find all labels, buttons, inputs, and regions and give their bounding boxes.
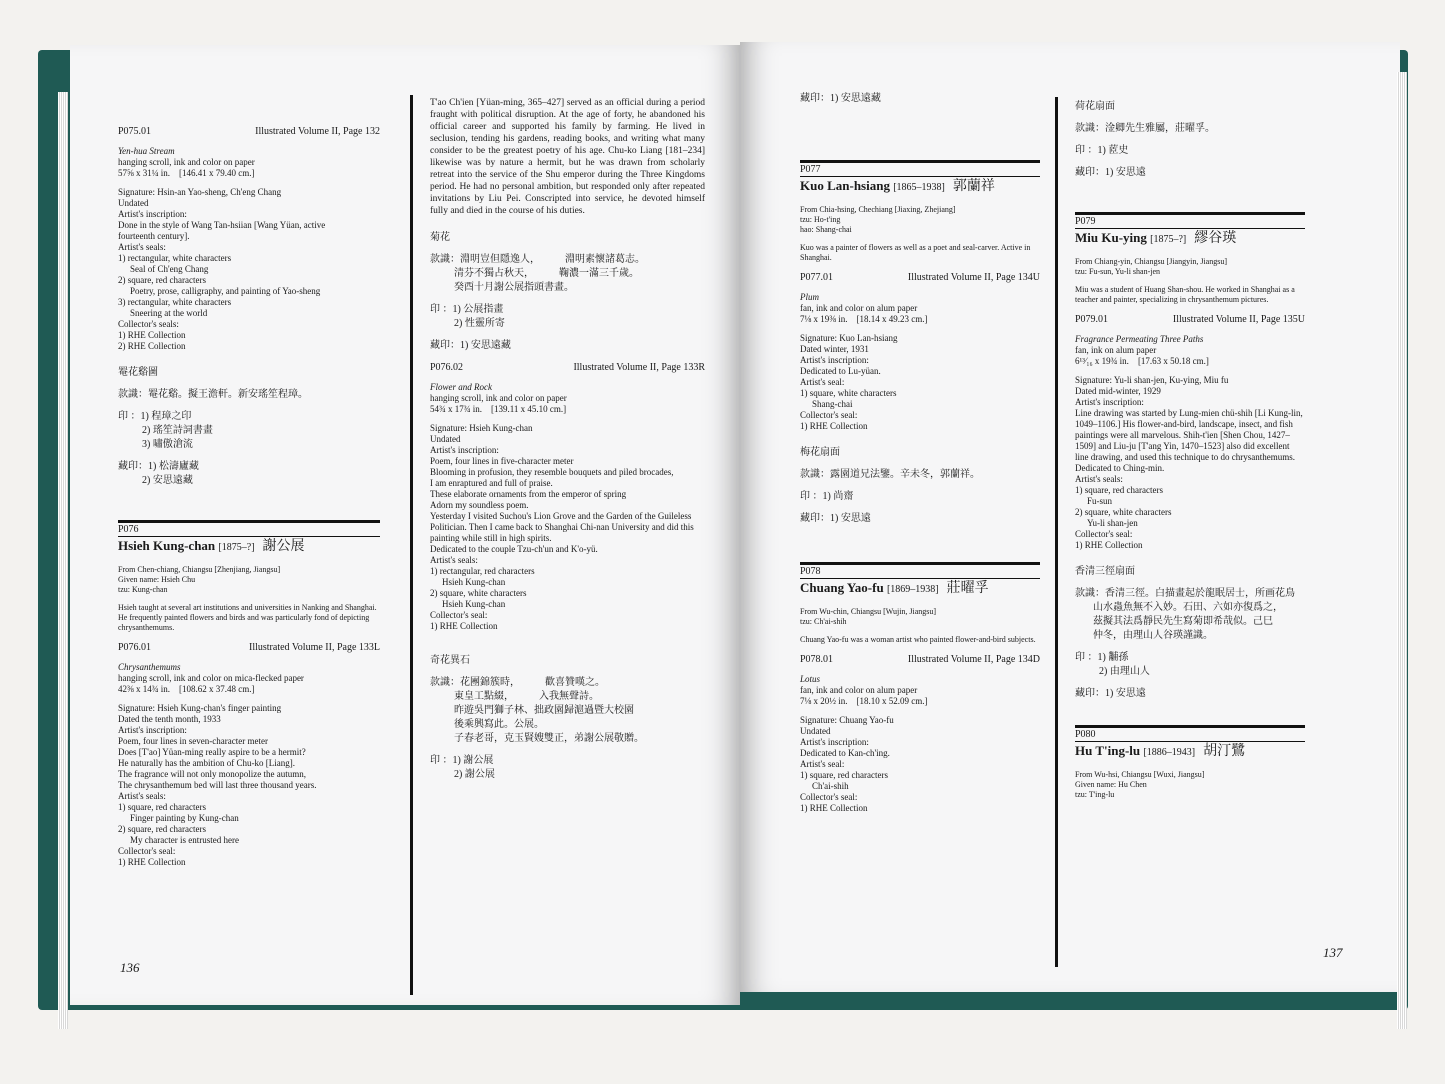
work-title: Lotus [800,674,821,684]
seal-item: 1) square, red characters [1075,485,1163,495]
collector-item: 1) RHE Collection [800,803,868,813]
inscription-label: Artist's inscription: [430,445,499,455]
work-title: Fragrance Permeating Three Paths [1075,334,1204,344]
chinese-seal: 2) 謝公展 [454,769,495,780]
work-dimensions: 6¹³⁄₁₆ x 19¾ in. [17.63 x 50.18 cm.] [1075,356,1209,366]
seals-label: Artist's seals: [1075,474,1123,484]
seal-text: Seal of Ch'eng Chang [130,264,209,274]
work-dimensions: 7⅛ x 20½ in. [18.10 x 52.09 cm.] [800,696,928,706]
page-number: 137 [1323,945,1343,960]
chinese-inscription: 款識：罨花谿。擬王澹軒。新安瑤笙程璋。 [118,389,308,400]
chinese-title: 罨花谿圖 [118,367,158,378]
chinese-title: 荷花扇面 [1075,101,1115,112]
collector-label: Collector's seal: [1075,529,1133,539]
chinese-inscription: 山水蟲魚無不入妙。石田、六如亦復爲之， [1093,602,1283,613]
page-number: 136 [120,960,140,975]
signature: Signature: Kuo Lan-hsiang [800,333,898,343]
chinese-inscription: 清芬不獨占秋天， 鞠濃一滿三千歲。 [454,268,639,279]
work-title: Plum [800,292,819,302]
chinese-seal: 2) 性靈所寄 [454,318,505,329]
artist-tzu: tzu: Ho-t'ing [800,215,841,224]
intro-paragraph: T'ao Ch'ien [Yüan-ming, 365–427] served as an official during a period fraught with political disruption. At the age of forty, he abandoned his official career and supported his family by farming. He lived in seclusion, tending his gardens, reading books, and writing what many consider to be the greatest poetry of his age. Chu-ko Liang [181–234] likewise was by nature a hermit, but he was drawn from scholarly retreat into the service of the Shu emperor during the Three Kingdoms period. He had no personal ambition, but responded only after repeated invitations by Liu Pei. Conscripted into service, he devoted himself fully and died in the course of his duties. [430,98,705,216]
collector-item: 2) RHE Collection [118,341,186,351]
chinese-inscription: 昨遊吳門獅子林、拙政園歸滬過暨大校園 [454,705,634,716]
seal-item: 3) rectangular, white characters [118,297,232,307]
inscription-text: The fragrance will not only monopolize the autumn, [118,769,306,779]
seal-item: 1) rectangular, white characters [118,253,232,263]
collector-item: 1) RHE Collection [118,330,186,340]
date: Undated [800,726,831,736]
chinese-collector-seal: 2) 安思遠藏 [142,475,193,486]
artist-tzu: tzu: Fu-sun, Yu-li shan-jen [1075,267,1161,276]
seal-item: 1) square, red characters [118,802,206,812]
work-medium: hanging scroll, ink and color on mica-flecked paper [118,673,304,683]
artist-header [800,562,1040,599]
artist-bio: Miu was a student of Huang Shan-shou. He worked in Shanghai as a teacher and painter, specializing in chrysanthemum pictures. [1075,285,1295,304]
signature: Signature: Yu-li shan-jen, Ku-ying, Miu fu [1075,375,1229,385]
seal-text: Hsieh Kung-chan [442,577,506,587]
illustrated-ref: Illustrated Volume II, Page 133R [573,362,705,373]
chinese-seal: 印 ：1) 黼孫 [1075,652,1129,663]
artist-header [1075,212,1305,249]
collector-label: Collector's seal: [800,792,858,802]
page-edges-left [58,92,68,1029]
catalog-number: P078.01 [800,654,834,665]
chinese-collector-seal: 藏印：1) 安思遠藏 [430,340,511,351]
artist-bio: Hsieh taught at several art institutions and universities in Nanking and Shanghai. He frequently painted flowers and birds and was particularly fond of depicting chrysanthemums. [118,603,377,632]
seal-text: Ch'ai-shih [812,781,849,791]
inscription-label: Artist's inscription: [1075,397,1144,407]
artist-tzu: tzu: Kung-chan [118,585,168,594]
collector-label: Collector's seal: [430,610,488,620]
chinese-inscription: 仲冬，由理山人谷瑛謹識。 [1093,630,1213,641]
catalog-header [1075,313,1305,326]
artist-given-name: Given name: Hu Chen [1075,780,1147,789]
chinese-inscription: 款識：淦卿先生雅屬，莊曜孚。 [1075,123,1215,134]
inscription-text: fourteenth century]. [118,231,190,241]
inscription-label: Artist's inscription: [800,355,869,365]
chinese-inscription: 款識：露園道兄法鑒。辛未冬，郭蘭祥。 [800,469,980,480]
artist-name: Hu T'ing-lu [1886–1943] 胡汀鷺 [1075,743,1246,759]
artist-code: P079 [1075,215,1305,229]
artist-code: P076 [118,523,380,537]
date: Undated [118,198,149,208]
seals-label: Artist's seals: [118,242,166,252]
inscription-text: Does [T'ao] Yüan-ming really aspire to be a hermit? [118,747,306,757]
chinese-inscription: 款識：花團錦簇時， 歡喜贊嘆之。 [430,677,605,688]
catalog-number: P077.01 [800,272,834,283]
seals-label: Artist's seals: [430,555,478,565]
inscription-label: Artist's inscription: [118,725,187,735]
artist-header [118,520,380,557]
chinese-inscription: 子春老哥，克玉賢嫂雙正，弟謝公展敬贈。 [454,733,644,744]
seal-text: Fu-sun [1087,496,1113,506]
signature: Signature: Hsin-an Yao-sheng, Ch'eng Chang [118,187,282,197]
signature: Signature: Hsieh Kung-chan [430,423,533,433]
date: Dated mid-winter, 1929 [1075,386,1161,396]
work-medium: hanging scroll, ink and color on paper [118,157,255,167]
seal-item: 1) square, white characters [800,388,897,398]
catalog-number: P079.01 [1075,314,1109,325]
collector-item: 1) RHE Collection [800,421,868,431]
collector-label: Collector's seals: [118,319,179,329]
right-column-1 [800,92,1040,814]
signature: Signature: Chuang Yao-fu [800,715,894,725]
inscription-text: He naturally has the ambition of Chu-ko [Liang]. [118,758,295,768]
artist-code: P078 [800,565,1040,579]
chinese-seal: 3) 嘯傲滄流 [142,439,193,450]
chinese-seal: 印 ：1) 謝公展 [430,755,494,766]
right-column-2 [1075,100,1305,800]
inscription-text: Adorn my soundless poem. [430,500,529,510]
catalog-header [118,641,380,654]
inscription-text: These elaborate ornaments from the emperor of spring [430,489,627,499]
inscription-text: Done in the style of Wang Tan-hsiian [Wang Yüan, active [118,220,326,230]
artist-name: Miu Ku-ying [1875–?] 繆谷瑛 [1075,230,1237,246]
chinese-collector-seal: 藏印：1) 安思遠 [1075,688,1146,699]
artist-header [1075,725,1305,762]
work-title: Flower and Rock [430,382,492,392]
artist-given-name: Given name: Hsieh Chu [118,575,196,584]
artist-tzu: tzu: Ch'ai-shih [800,617,847,626]
catalog-header [118,125,380,138]
chinese-inscription: 癸酉十月謝公展指頭書畫。 [454,282,574,293]
work-title: Chrysanthemums [118,662,181,672]
work-dimensions: 57⅝ x 31¼ in. [146.41 x 79.40 cm.] [118,168,255,178]
seal-text: Sneering at the world [130,308,208,318]
artist-hao: hao: Shang-chai [800,225,852,234]
inscription-text: Dedicated to Lu-yüan. [800,366,881,376]
signature: Signature: Hsieh Kung-chan's finger painting [118,703,282,713]
chinese-inscription: 後乘興寫此。公展。 [454,719,544,730]
artist-code: P077 [800,163,1040,177]
collector-item: 1) RHE Collection [1075,540,1143,550]
chinese-title: 菊花 [430,232,450,243]
work-medium: fan, ink and color on alum paper [800,685,918,695]
catalog-number: P076.01 [118,642,152,653]
chinese-collector-seal: 藏印：1) 安思遠 [1075,167,1146,178]
catalog-header [800,653,1040,666]
artist-name: Hsieh Kung-chan [1875–?] 謝公展 [118,538,305,554]
column-divider [410,95,413,995]
inscription-text: Poem, four lines in seven-character meter [118,736,268,746]
seal-text: Yu-li shan-jen [1087,518,1138,528]
collector-item: 1) RHE Collection [430,621,498,631]
artist-from: From Chiang-yin, Chiangsu [Jiangyin, Jiangsu] [1075,257,1227,266]
seal-item: 2) square, white characters [1075,507,1172,517]
chinese-seal: 印 ：1) 尚齋 [800,491,854,502]
catalog-number: P076.02 [430,362,464,373]
artist-header [800,160,1040,197]
seal-text: My character is entrusted here [130,835,239,845]
seal-text: Hsieh Kung-chan [442,599,506,609]
chinese-seal: 印 ：1) 程璋之印 [118,411,192,422]
seal-item: 2) square, white characters [430,588,527,598]
work-medium: fan, ink and color on alum paper [800,303,918,313]
artist-bio: Chuang Yao-fu was a woman artist who painted flower-and-bird subjects. [800,635,1036,644]
artist-name: Chuang Yao-fu [1869–1938] 莊曜孚 [800,580,989,596]
chinese-seal: 印 ：1) 茝史 [1075,145,1129,156]
chinese-seal: 2) 瑤笙詩詞書畫 [142,425,213,436]
seal-item: 1) rectangular, red characters [430,566,535,576]
work-medium: fan, ink on alum paper [1075,345,1157,355]
artist-from: From Wu-chin, Chiangsu [Wujin, Jiangsu] [800,607,937,616]
work-dimensions: 7⅛ x 19⅜ in. [18.14 x 49.23 cm.] [800,314,928,324]
work-dimensions: 54¾ x 17¾ in. [139.11 x 45.10 cm.] [430,404,567,414]
chinese-inscription: 茲擬其法爲靜民先生寫菊即希哉似。己巳 [1093,616,1273,627]
illustrated-ref: Illustrated Volume II, Page 133L [249,642,380,653]
date: Dated the tenth month, 1933 [118,714,221,724]
page-edges-right [1397,72,1407,1029]
collector-item: 1) RHE Collection [118,857,186,867]
illustrated-ref: Illustrated Volume II, Page 134D [907,654,1040,665]
inscription-text: Yesterday I visited Suchou's Lion Grove and the Garden of the Guileless Politician. Then I came back to Shanghai Chi-nan University and did this painting while still in high spirits. [430,511,694,543]
date: Dated winter, 1931 [800,344,869,354]
seal-text: Shang-chai [812,399,853,409]
seal-item: 1) square, red characters [800,770,888,780]
chinese-inscription: 款識：香清三徑。白描畫起於龍眠居士，所画花鳥 [1075,588,1295,599]
chinese-title: 奇花異石 [430,655,470,666]
collector-label: Collector's seal: [800,410,858,420]
catalog-header [800,271,1040,284]
chinese-collector-seal: 藏印：1) 松濤廬藏 [118,461,199,472]
illustrated-ref: Illustrated Volume II, Page 132 [255,126,380,137]
chinese-inscription: 款識：淵明豈但隱逸人， 淵明素懷諸葛志。 [430,254,645,265]
right-page [740,42,1400,992]
chinese-collector-seal: 藏印：1) 安思遠 [800,513,871,524]
work-dimensions: 42⅜ x 14¾ in. [108.62 x 37.48 cm.] [118,684,255,694]
inscription-text: Dedicated to Kan-ch'ing. [800,748,890,758]
illustrated-ref: Illustrated Volume II, Page 135U [1172,314,1305,325]
artist-name: Kuo Lan-hsiang [1865–1938] 郭蘭祥 [800,178,995,194]
chinese-inscription: 東皇工點綴， 入我無聲詩。 [454,691,599,702]
inscription-text: I am enraptured and full of praise. [430,478,553,488]
seal-item: 2) square, red characters [118,824,206,834]
seals-label: Artist's seal: [800,759,845,769]
work-medium: hanging scroll, ink and color on paper [430,393,567,403]
seal-item: 2) square, red characters [118,275,206,285]
inscription-label: Artist's inscription: [118,209,187,219]
chinese-title: 香清三徑扇面 [1075,566,1135,577]
seals-label: Artist's seals: [118,791,166,801]
left-column-1 [118,125,380,868]
inscription-text: Line drawing was started by Lung-mien chü-shih [Li Kung-lin, 1049–1106.] His flower-and-bird, landscape, insect, and fish paintings were all marvelous. Shih-t'ien [Shen Chou, 1427–1509] and Liu-ju [T'ang Yin, 1470–1523] also did excellent line drawing, and used this technique to do chrysanthemums. [1075,408,1303,462]
left-column-2 [430,97,705,782]
inscription-text: Dedicated to Ching-min. [1075,463,1165,473]
seal-text: Finger painting by Kung-chan [130,813,239,823]
work-title: Yen-hua Stream [118,146,175,156]
artist-from: From Chia-hsing, Chechiang [Jiaxing, Zhejiang] [800,205,956,214]
illustrated-ref: Illustrated Volume II, Page 134U [907,272,1040,283]
chinese-seal: 2) 由理山人 [1099,666,1150,677]
inscription-label: Artist's inscription: [800,737,869,747]
artist-bio: Kuo was a painter of flowers as well as a poet and seal-carver. Active in Shanghai. [800,243,1031,262]
inscription-text: Blooming in profusion, they resemble bouquets and piled brocades, [430,467,674,477]
inscription-text: Dedicated to the couple Tzu-ch'un and K'o-yü. [430,544,598,554]
chinese-title: 梅花扇面 [800,447,840,458]
artist-from: From Chen-chiang, Chiangsu [Zhenjiang, Jiangsu] [118,565,281,574]
artist-code: P080 [1075,728,1305,742]
date: Undated [430,434,461,444]
catalog-number: P075.01 [118,126,152,137]
seals-label: Artist's seal: [800,377,845,387]
left-page [70,45,740,1005]
inscription-text: Poem, four lines in five-character meter [430,456,574,466]
catalog-header [430,361,705,374]
column-divider [1055,97,1058,967]
artist-tzu: tzu: T'ing-lu [1075,790,1115,799]
chinese-seal: 印 ：1) 公展指畫 [430,304,504,315]
collector-label: Collector's seal: [118,846,176,856]
artist-from: From Wu-hsi, Chiangsu [Wuxi, Jiangsu] [1075,770,1205,779]
inscription-text: The chrysanthemum bed will last three thousand years. [118,780,317,790]
seal-text: Poetry, prose, calligraphy, and painting of Yao-sheng [130,286,321,296]
chinese-collector-seal: 藏印：1) 安思遠藏 [800,93,881,104]
